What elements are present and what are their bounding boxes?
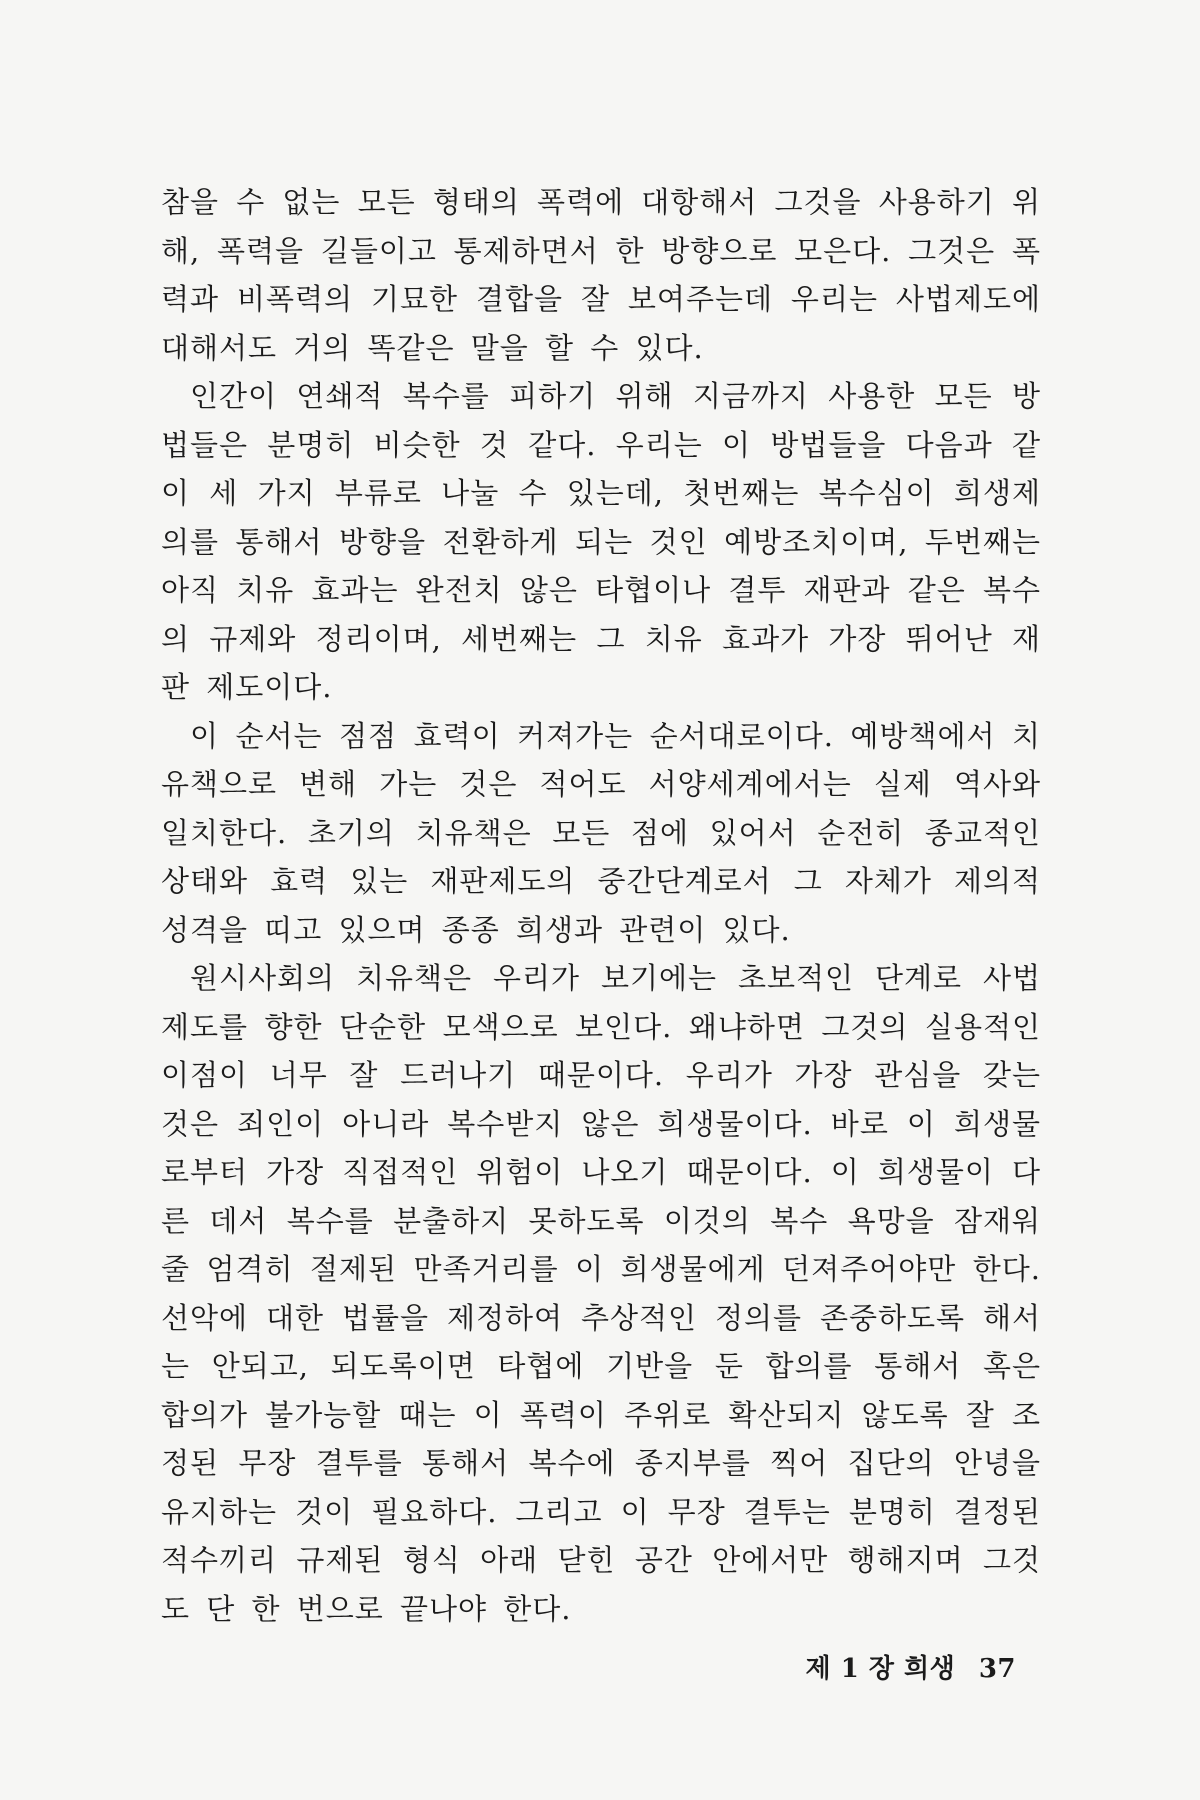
body-text [161, 178, 1041, 1633]
page-footer [806, 1648, 1016, 1685]
paragraph-4: 원시사회의 치유책은 우리가 보기에는 초보적인 단계로 사법제도를 향한 단순한 모색으로 보인다. 왜냐하면 그것의 실용적인 이점이 너무 잘 드러나기 때문이다. 우리가 가장 관심을 갖는 것은 죄인이 아니라 복수받지 않은 희생물이다. 바로 이 희생물로부터 가장 직접적인 위험이 나오기 때문이다. 이 희생물이 다른 데서 복수를 분출하지 못하도록 이것의 복수 욕망을 잠재워 줄 엄격히 절제된 만족거리를 이 희생물에게 던져주어야만 한다. 선악에 대한 법률을 제정하여 추상적인 정의를 존중하도록 해서는 안되고, 되도록이면 타협에 기반을 둔 합의를 통해서 혹은 합의가 불가능할 때는 이 폭력이 주위로 확산되지 않도록 잘 조정된 무장 결투를 통해서 복수에 종지부를 찍어 집단의 안녕을 유지하는 것이 필요하다. 그리고 이 무장 결투는 분명히 결정된 적수끼리 규제된 형식 아래 닫힌 공간 안에서만 행해지며 그것도 단 한 번으로 끝나야 한다. [161, 961, 1041, 1626]
paragraph-1: 참을 수 없는 모든 형태의 폭력에 대항해서 그것을 사용하기 위해, 폭력을 길들이고 통제하면서 한 방향으로 모은다. 그것은 폭력과 비폭력의 기묘한 결합을 잘 보여주는데 우리는 사법제도에 대해서도 거의 똑같은 말을 할 수 있다. [161, 185, 1041, 365]
paragraph-2: 인간이 연쇄적 복수를 피하기 위해 지금까지 사용한 모든 방법들은 분명히 비슷한 것 같다. 우리는 이 방법들을 다음과 같이 세 가지 부류로 나눌 수 있는데, 첫번째는 복수심이 희생제의를 통해서 방향을 전환하게 되는 것인 예방조치이며, 두번째는 아직 치유 효과는 완전치 않은 타협이나 결투 재판과 같은 복수의 규제와 정리이며, 세번째는 그 치유 효과가 가장 뛰어난 재판 제도이다. [161, 379, 1041, 704]
paragraph-3: 이 순서는 점점 효력이 커져가는 순서대로이다. 예방책에서 치유책으로 변해 가는 것은 적어도 서양세계에서는 실제 역사와 일치한다. 초기의 치유책은 모든 점에 있어서 순전히 종교적인 상태와 효력 있는 재판제도의 중간단계로서 그 자체가 제의적 성격을 띠고 있으며 종종 희생과 관련이 있다. [161, 718, 1041, 947]
page-number: 37 [978, 1654, 1016, 1684]
chapter-title: 제 1 장 희생 [805, 1654, 956, 1684]
